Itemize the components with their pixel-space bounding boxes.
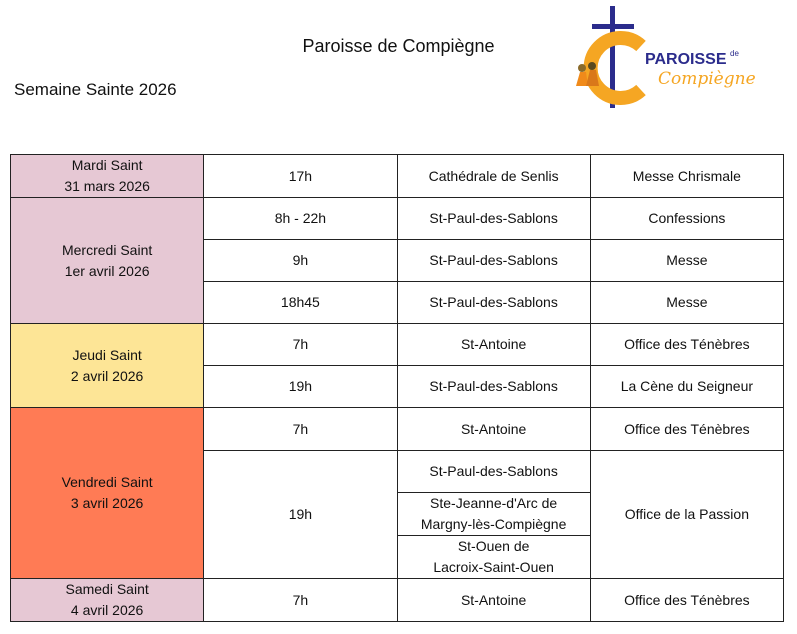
logo-word-paroisse: PAROISSE — [645, 51, 727, 68]
logo-word-compiegne: Compiègne — [658, 69, 756, 89]
table-row — [11, 324, 784, 366]
day-date: 2 avril 2026 — [70, 367, 144, 384]
place-cell: St-Antoine — [397, 324, 590, 366]
day-name: Mercredi Saint — [61, 241, 153, 258]
day-cell-samedi — [11, 579, 204, 622]
event-cell: Confessions — [590, 198, 783, 240]
time-cell: 18h45 — [204, 282, 397, 324]
time-cell: 17h — [204, 155, 397, 198]
table-row — [11, 408, 784, 451]
time-cell: 9h — [204, 240, 397, 282]
page-subtitle: Semaine Sainte 2026 — [14, 80, 177, 99]
event-cell: Office de la Passion — [590, 451, 783, 579]
table-row — [11, 579, 784, 622]
place-cell — [397, 493, 590, 536]
day-date: 3 avril 2026 — [70, 495, 144, 511]
time-cell: 7h — [204, 579, 397, 622]
time-cell: 19h — [204, 366, 397, 408]
orange-c-shape — [591, 38, 641, 98]
table-row — [11, 155, 784, 198]
time-cell: 19h — [204, 451, 397, 579]
day-cell-vendredi — [11, 408, 204, 579]
time-cell: 7h — [204, 324, 397, 366]
day-date: 4 avril 2026 — [70, 602, 144, 618]
place-line: Ste-Jeanne-d'Arc de — [430, 495, 558, 511]
place-cell: St-Paul-des-Sablons — [397, 240, 590, 282]
event-cell: Office des Ténèbres — [590, 408, 783, 451]
time-cell: 8h - 22h — [204, 198, 397, 240]
place-cell: St-Antoine — [397, 579, 590, 622]
day-cell-jeudi — [11, 324, 204, 408]
place-cell: Cathédrale de Senlis — [397, 155, 590, 198]
page-title: Paroisse de Compiègne — [302, 36, 495, 56]
place-cell: St-Paul-des-Sablons — [397, 451, 590, 493]
figures-icon — [578, 64, 586, 72]
day-name: Mardi Saint — [71, 157, 143, 173]
event-cell: La Cène du Seigneur — [590, 366, 783, 408]
place-cell: St-Paul-des-Sablons — [397, 366, 590, 408]
time-cell: 7h — [204, 408, 397, 451]
parish-logo — [566, 6, 766, 110]
place-line: Lacroix-Saint-Ouen — [433, 559, 554, 575]
day-cell-mercredi — [11, 198, 204, 324]
place-cell: St-Paul-des-Sablons — [397, 282, 590, 324]
day-date: 1er avril 2026 — [64, 262, 150, 279]
event-cell: Messe Chrismale — [590, 155, 783, 198]
day-date: 31 mars 2026 — [64, 178, 150, 194]
day-name: Jeudi Saint — [72, 346, 142, 363]
place-cell — [397, 536, 590, 579]
place-cell: St-Paul-des-Sablons — [397, 198, 590, 240]
holy-week-schedule-table — [10, 154, 784, 622]
day-name: Samedi Saint — [65, 581, 149, 597]
event-cell: Messe — [590, 282, 783, 324]
day-name: Vendredi Saint — [61, 474, 153, 490]
logo-word-de: de — [730, 49, 739, 58]
table-row — [11, 198, 784, 240]
day-cell-mardi — [11, 155, 204, 198]
place-cell: St-Antoine — [397, 408, 590, 451]
place-line: Margny-lès-Compiègne — [420, 516, 567, 532]
event-cell: Office des Ténèbres — [590, 579, 783, 622]
event-cell: Office des Ténèbres — [590, 324, 783, 366]
place-line: St-Ouen de — [457, 538, 530, 554]
event-cell: Messe — [590, 240, 783, 282]
